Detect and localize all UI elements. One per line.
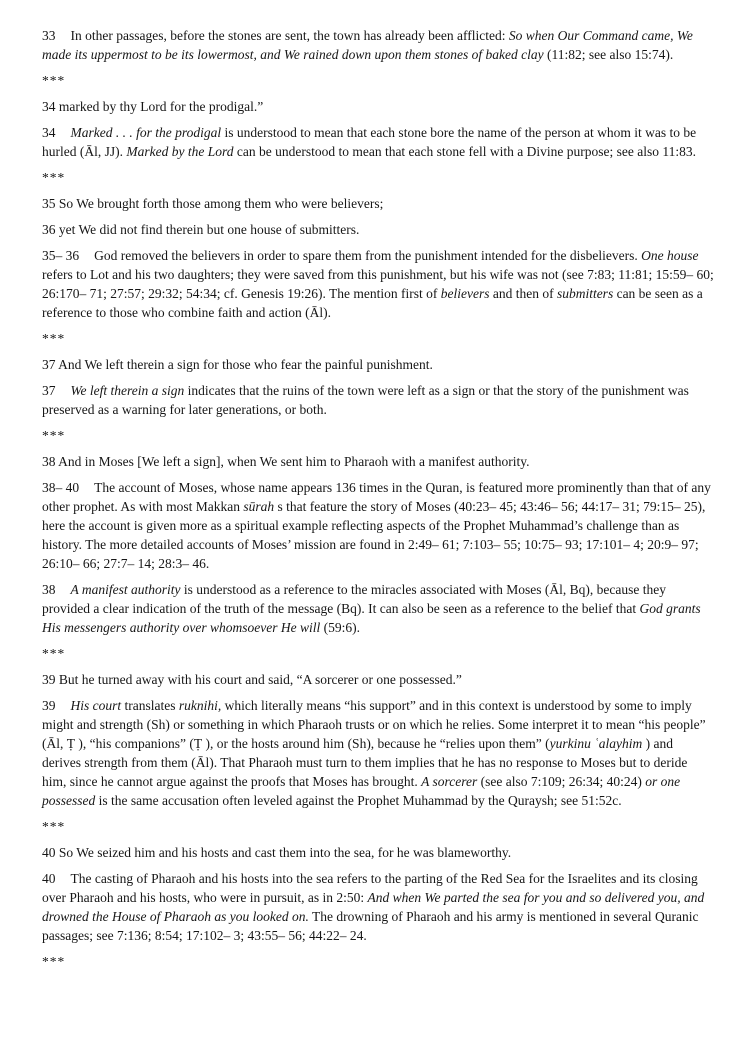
verse-paragraph bbox=[42, 670, 715, 689]
text-run: In other passages, before the stones are sent, the town has already been afflicted: bbox=[70, 28, 509, 43]
commentary-number: 40 bbox=[42, 871, 56, 886]
page-content bbox=[42, 26, 715, 971]
text-run: indicates that the ruins of the town were left as a sign or that the story of the punishment was preserved as a warning for later generations, or both. bbox=[42, 383, 689, 417]
italic-text-run: And when We parted the sea for you and so delivered you, and drowned the House of Pharaoh as you looked on. bbox=[42, 890, 705, 924]
text-run: s that feature the story of Moses (40:23– 45; 43:46– 56; 44:17– 31; 79:15– 25), here the account is given more as a spiritual example reflecting aspects of the Prophet Muhammad’s challenge than as history. The more detailed accounts of Moses’ mission are found in 2:49– 61; 7:103– 55; 10:75– 93; 17:101– 4; 20:9– 97; 26:10– 66; 27:7– 14; 28:3– 46. bbox=[42, 499, 706, 571]
text-run: (11:82; see also 15:74). bbox=[543, 47, 674, 62]
italic-text-run: sūrah bbox=[243, 499, 275, 514]
text-run: The account of Moses, whose name appears 136 times in the Quran, is featured more prominently than that of any other prophet. As with most Makkan bbox=[42, 480, 711, 514]
italic-text-run: A sorcerer bbox=[421, 774, 478, 789]
commentary-paragraph bbox=[42, 478, 715, 573]
commentary-paragraph bbox=[42, 696, 715, 810]
text-run: ) and derives strength from them (Āl). That Pharaoh must turn to them implies that he has no response to Moses but to deride him, since he cannot argue against the proofs that Moses has brought. bbox=[42, 736, 688, 789]
commentary-number: 35– 36 bbox=[42, 248, 80, 263]
commentary-paragraph bbox=[42, 123, 715, 161]
italic-text-run: Marked . . . for the prodigal bbox=[70, 125, 222, 140]
text-run: translates bbox=[121, 698, 179, 713]
text-run: *** bbox=[42, 331, 66, 346]
section-separator bbox=[42, 168, 715, 187]
text-run: 39 But he turned away with his court and said, “A sorcerer or one possessed.” bbox=[42, 672, 462, 687]
commentary-paragraph bbox=[42, 26, 715, 64]
text-run: can be understood to mean that each stone fell with a Divine purpose; see also 11:83. bbox=[233, 144, 696, 159]
italic-text-run: believers bbox=[440, 286, 490, 301]
commentary-number: 38– 40 bbox=[42, 480, 80, 495]
text-run: (see also 7:109; 26:34; 40:24) bbox=[477, 774, 646, 789]
italic-text-run: or one possessed bbox=[42, 774, 681, 808]
italic-text-run: ruknihi, bbox=[178, 698, 222, 713]
verse-paragraph bbox=[42, 355, 715, 374]
commentary-number: 33 bbox=[42, 28, 56, 43]
text-run: *** bbox=[42, 73, 66, 88]
text-run: can be seen as a reference to those who combine faith and action (Āl). bbox=[42, 286, 703, 320]
text-run: *** bbox=[42, 428, 66, 443]
text-run: The drowning of Pharaoh and his army is mentioned in several Quranic passages; see 7:136; 8:54; 17:102– 3; 43:55– 56; 44:22– 24. bbox=[42, 909, 699, 943]
text-run: 35 So We brought forth those among them who were believers; bbox=[42, 196, 384, 211]
text-run: 37 And We left therein a sign for those who fear the painful punishment. bbox=[42, 357, 433, 372]
commentary-paragraph bbox=[42, 246, 715, 322]
text-run: The casting of Pharaoh and his hosts into the sea refers to the parting of the Red Sea for the Israelites and its closing over Pharaoh and his hosts, who were in pursuit, as in 2:50: bbox=[42, 871, 698, 905]
text-run: refers to Lot and his two daughters; they were saved from this punishment, but his wife was not (see 7:83; 11:81; 15:59– 60; 26:170– 71; 27:57; 29:32; 54:34; cf. Genesis 19:26). The mention first of bbox=[42, 267, 714, 301]
text-run: *** bbox=[42, 646, 66, 661]
italic-text-run: yurkinu ʿalayhim bbox=[549, 736, 643, 751]
italic-text-run: A manifest authority bbox=[70, 582, 181, 597]
commentary-paragraph bbox=[42, 869, 715, 945]
text-run: which literally means “his support” and in this context is understood by some to imply might and strength (Sh) or something in which Pharaoh trusts or on which he relies. Some interpret it to mean “his people” (Āl, Ṭ ), “his companions” (Ṭ ), or the hosts around him (Sh), because he “relies upon them” ( bbox=[42, 698, 706, 751]
verse-paragraph bbox=[42, 220, 715, 239]
text-run: *** bbox=[42, 819, 66, 834]
verse-paragraph bbox=[42, 194, 715, 213]
text-run: is understood as a reference to the miracles associated with Moses (Āl, Bq), because they provided a clear indication of the truth of the message (Bq). It can also be seen as a reference to the belief that bbox=[42, 582, 666, 616]
text-run: 38 And in Moses [We left a sign], when We sent him to Pharaoh with a manifest authority. bbox=[42, 454, 530, 469]
italic-text-run: One house bbox=[641, 248, 699, 263]
italic-text-run: His court bbox=[70, 698, 122, 713]
text-run: *** bbox=[42, 954, 66, 969]
italic-text-run: We left therein a sign bbox=[70, 383, 185, 398]
commentary-paragraph bbox=[42, 580, 715, 637]
text-run: and then of bbox=[489, 286, 557, 301]
commentary-number: 38 bbox=[42, 582, 56, 597]
text-run: 34 marked by thy Lord for the prodigal.” bbox=[42, 99, 264, 114]
italic-text-run: submitters bbox=[556, 286, 614, 301]
commentary-number: 34 bbox=[42, 125, 56, 140]
section-separator bbox=[42, 817, 715, 836]
section-separator bbox=[42, 952, 715, 971]
section-separator bbox=[42, 644, 715, 663]
commentary-paragraph bbox=[42, 381, 715, 419]
text-run: God removed the believers in order to spare them from the punishment intended for the disbelievers. bbox=[94, 248, 642, 263]
text-run: 36 yet We did not find therein but one house of submitters. bbox=[42, 222, 360, 237]
text-run: 40 So We seized him and his hosts and cast them into the sea, for he was blameworthy. bbox=[42, 845, 512, 860]
verse-paragraph bbox=[42, 452, 715, 471]
commentary-number: 39 bbox=[42, 698, 56, 713]
section-separator bbox=[42, 329, 715, 348]
commentary-number: 37 bbox=[42, 383, 56, 398]
verse-paragraph bbox=[42, 97, 715, 116]
text-run: is understood to mean that each stone bore the name of the person at whom it was to be hurled (Āl, JJ). bbox=[42, 125, 697, 159]
text-run: is the same accusation often leveled against the Prophet Muhammad by the Quraysh; see 51:52c. bbox=[95, 793, 622, 808]
text-run: (59:6). bbox=[320, 620, 360, 635]
verse-paragraph bbox=[42, 843, 715, 862]
italic-text-run: Marked by the Lord bbox=[126, 144, 234, 159]
section-separator bbox=[42, 71, 715, 90]
text-run: *** bbox=[42, 170, 66, 185]
section-separator bbox=[42, 426, 715, 445]
italic-text-run: God grants His messengers authority over whomsoever He will bbox=[42, 601, 701, 635]
italic-text-run: So when Our Command came, We made its uppermost to be its lowermost, and We rained down upon them stones of baked clay bbox=[42, 28, 693, 62]
